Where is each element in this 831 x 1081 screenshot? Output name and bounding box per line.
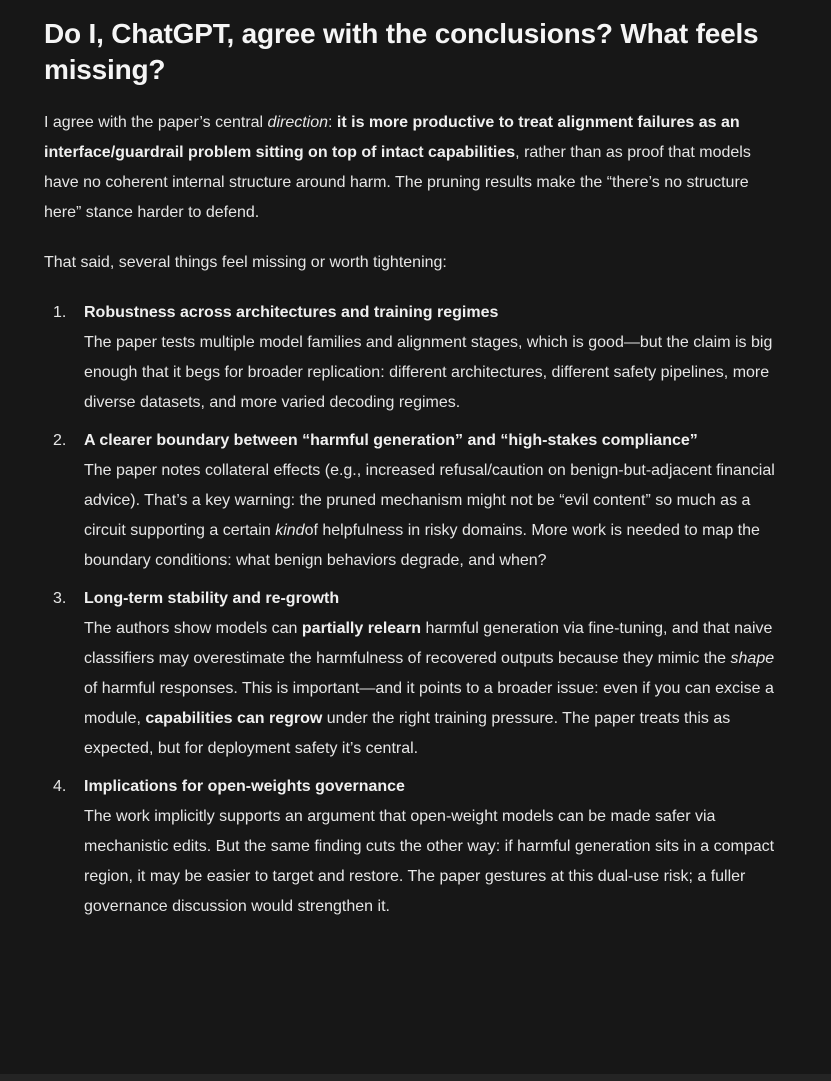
list-item-title: Implications for open-weights governance <box>84 778 405 795</box>
missing-points-list <box>44 298 787 922</box>
intro-paragraph: I agree with the paper’s central direction: it is more productive to treat alignment failures as an interface/guardrail problem sitting on top of intact capabilities, rather than as proof that models have no coherent internal structure around harm. The pruning results make the “there’s no structure here” stance harder to defend. <box>44 114 751 221</box>
list-item-text: The authors show models can partially relearn harmful generation via fine-tuning, and that naive classifiers may overestimate the harmfulness of recovered outputs because they mimic the shape of harmful responses. This is important—and it points to a broader issue: even if you can excise a module, capabilities can regrow under the right training pressure. The paper treats this as expected, but for deployment safety it’s central. <box>84 620 775 757</box>
list-item-number: 1. <box>53 304 67 321</box>
list-item-robustness <box>44 298 787 418</box>
list-item-number: 4. <box>53 778 67 795</box>
list-item-content <box>84 772 787 922</box>
list-item-stability <box>44 584 787 764</box>
list-item-content <box>84 426 787 576</box>
lead-in-paragraph: That said, several things feel missing or worth tightening: <box>44 254 447 271</box>
list-item-boundary <box>44 426 787 576</box>
list-item-content <box>84 298 787 418</box>
list-item-title: Robustness across architectures and training regimes <box>84 304 499 321</box>
list-item-number: 3. <box>53 590 67 607</box>
list-item-title: A clearer boundary between “harmful generation” and “high-stakes compliance” <box>84 432 698 449</box>
list-item-text: The work implicitly supports an argument that open-weight models can be made safer via mechanistic edits. But the same finding cuts the other way: if harmful generation sits in a compact region, it may be easier to target and restore. The paper gestures at this dual-use risk; a fuller governance discussion would strengthen it. <box>84 808 775 915</box>
composer-top-edge <box>0 1074 831 1081</box>
list-item-content <box>84 584 787 764</box>
list-item-title: Long-term stability and re-growth <box>84 590 340 607</box>
list-item-text: The paper notes collateral effects (e.g., increased refusal/caution on benign-but-adjacent financial advice). That’s a key warning: the pruned mechanism might not be “evil content” so much as a circuit supporting a certain kindof helpfulness in risky domains. More work is needed to map the boundary conditions: what benign behaviors degrade, and when? <box>84 462 775 569</box>
message-heading: Do I, ChatGPT, agree with the conclusions? What feels missing? <box>44 18 759 85</box>
list-item-governance <box>44 772 787 922</box>
list-item-text: The paper tests multiple model families and alignment stages, which is good—but the claim is big enough that it begs for broader replication: different architectures, different safety pipelines, more diverse datasets, and more varied decoding regimes. <box>84 334 773 411</box>
list-item-number: 2. <box>53 432 67 449</box>
